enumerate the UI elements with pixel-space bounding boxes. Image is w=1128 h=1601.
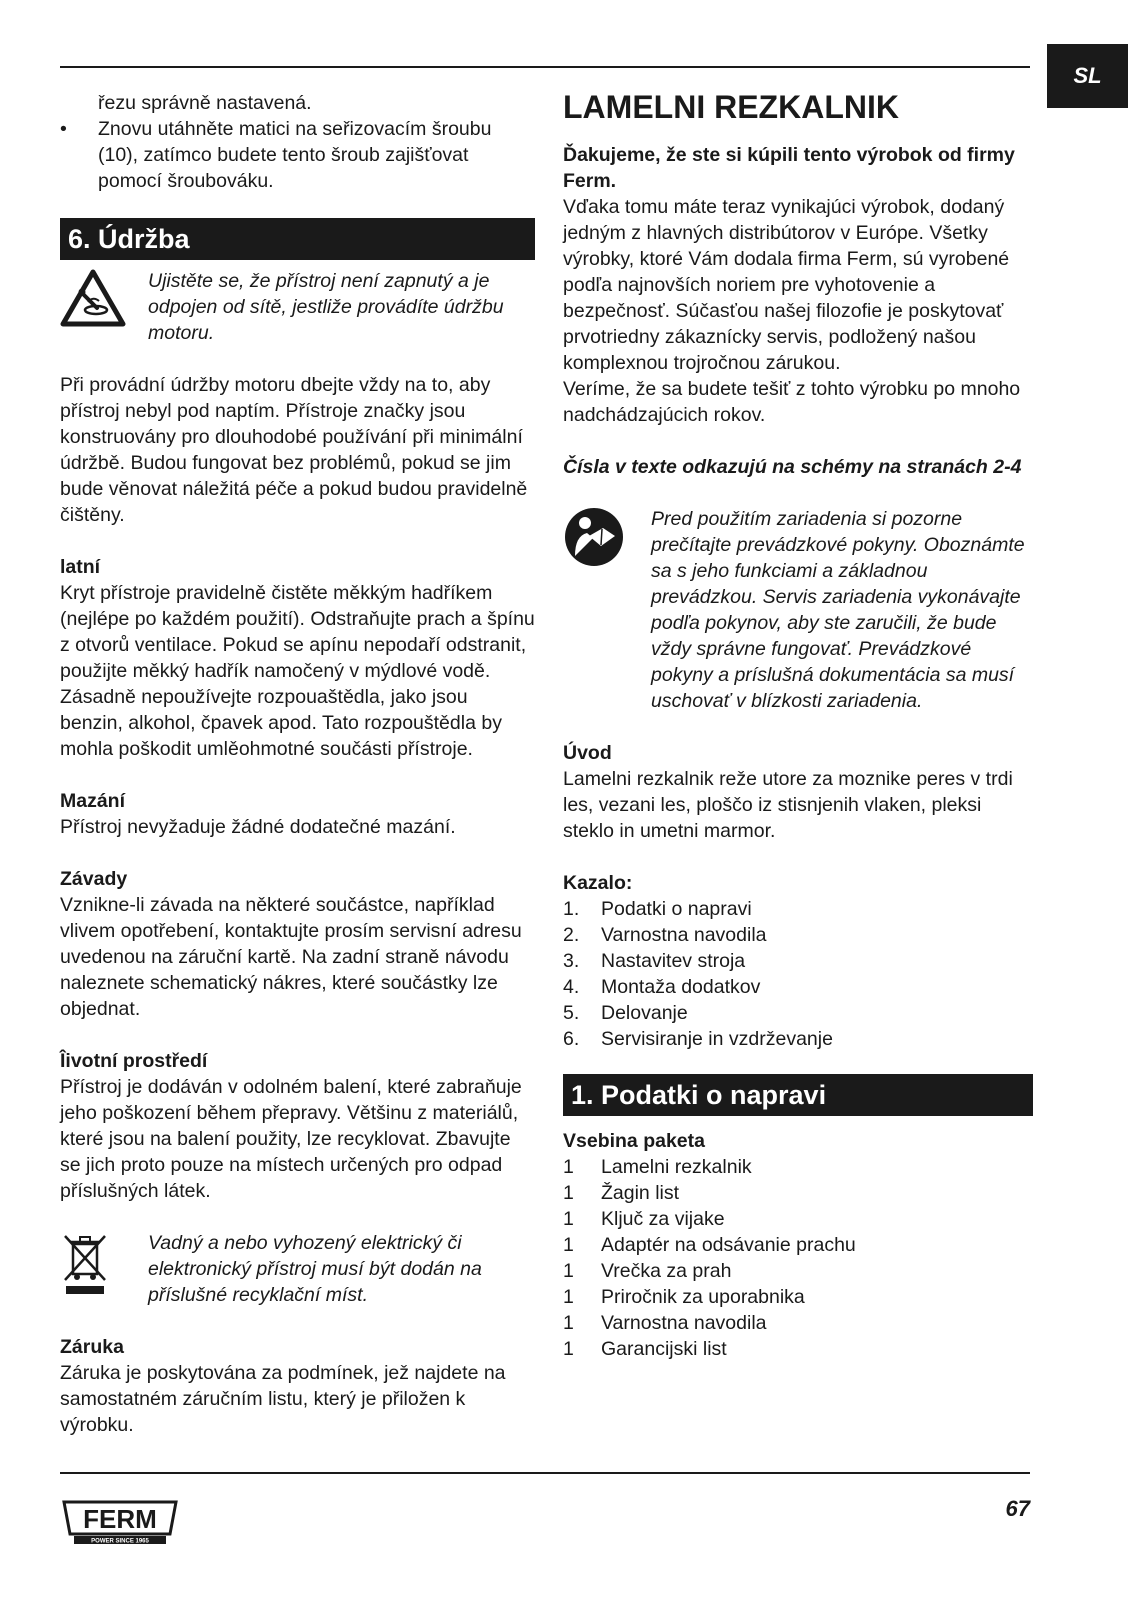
package-heading: Vsebina paketa bbox=[563, 1130, 705, 1152]
environment-heading: Îivotní prostředí bbox=[60, 1050, 208, 1072]
section-heading-device-info: 1. Podatki o napravi bbox=[563, 1074, 1033, 1116]
warning-triangle-icon bbox=[60, 268, 148, 335]
crossed-bin-icon bbox=[60, 1230, 148, 1303]
lubrication-heading: Mazání bbox=[60, 790, 126, 812]
section-heading-maintenance: 6. Údržba bbox=[60, 218, 535, 260]
lubrication-paragraph: Přístroj nevyžaduje žádné dodatečné mazání. bbox=[60, 816, 456, 838]
bullet-mark: • bbox=[60, 118, 67, 140]
manual-text: Pred použitím zariadenia si pozorne prečítajte prevádzkové pokyny. Oboznámte sa s jeho funkciami a základnou prevádzkou. Servis zariadenia vykonávajte podľa pokynov, aby ste zaručili, že bude vždy správne fungovať. Prevádzkové pokyny a príslušná dokumentácia sa musí uschovať v blízkosti zariadenia. bbox=[651, 508, 1025, 712]
page-number: 67 bbox=[1005, 1496, 1030, 1521]
bullet-text: Znovu utáhněte matici na seřizovacím šroubu (10), zatímco budete tento šroub zajišťovat pomocí šroubováku. bbox=[98, 118, 492, 192]
svg-text:FERM: FERM bbox=[83, 1504, 157, 1534]
svg-text:POWER SINCE 1965: POWER SINCE 1965 bbox=[91, 1538, 149, 1544]
page-title: LAMELNI REZKALNIK bbox=[563, 89, 899, 125]
faults-paragraph: Vznikne-li závada na některé součástce, například vlivem opotřebení, kontaktujte prosím servisní adresu uvedenou na záruční kartě. Na zadní straně návodu naleznete schematický nákres, které součástky lze objednat. bbox=[60, 894, 522, 1020]
intro-paragraph: Lamelni rezkalnik reže utore za moznike peres v trdi les, vezani les, ploščo iz stisnjenih vlaken, pleksi steklo in umetni marmor. bbox=[563, 768, 1013, 842]
list-item: 6. Servisiranje in vzdrževanje bbox=[563, 1028, 833, 1050]
list-item: 4. Montaža dodatkov bbox=[563, 976, 761, 998]
warranty-heading: Záruka bbox=[60, 1336, 124, 1358]
list-item: 1 Garancijski list bbox=[563, 1338, 727, 1360]
thanks-paragraph-2: Veríme, že sa budete tešiť z tohto výrobku po mnoho nadchádzajúcich rokov. bbox=[563, 378, 1021, 426]
thanks-heading: Ďakujeme, že ste si kúpili tento výrobok od firmy Ferm. bbox=[563, 144, 1015, 192]
read-manual-icon bbox=[563, 506, 651, 575]
environment-paragraph: Přístroj je dodáván v odolném balení, které zabraňuje jeho poškození během přepravy. Většinu z materiálů, které jsou na balení použity, lze recyklovat. Zbavujte se jich proto pouze na místech určených pro odpad příslušných látek. bbox=[60, 1076, 522, 1202]
weee-note bbox=[60, 1230, 535, 1308]
list-item: 5. Delovanje bbox=[563, 1002, 688, 1024]
package-list bbox=[563, 1154, 1033, 1362]
reference-note: Čísla v texte odkazujú na schémy na stranách 2-4 bbox=[563, 456, 1022, 478]
top-rule bbox=[60, 66, 1030, 68]
list-item: 1 Adaptér na odsávanie prachu bbox=[563, 1234, 856, 1256]
language-tab: SL bbox=[1047, 44, 1128, 108]
cleaning-paragraph: Kryt přístroje pravidelně čistěte měkkým hadříkem (nejlépe po každém použití). Odstraňujte prach a špínu z otvorů ventilace. Pokud se apínu nepodaří odstranit, použijte měkký hadřík namočený v mýdlové vodě. Zásadně nepoužívejte rozpouaštědla, jako jsou benzin, alkohol, čpavek apod. Tato rozpouštědla by mohla poškodit umlěohmotné součásti přístroje. bbox=[60, 582, 535, 760]
list-item: 1 Lamelni rezkalnik bbox=[563, 1156, 752, 1178]
toc-list bbox=[563, 896, 1033, 1052]
ferm-logo bbox=[60, 1500, 180, 1549]
bullet-item bbox=[60, 116, 535, 194]
list-item: 2. Varnostna navodila bbox=[563, 924, 767, 946]
weee-text: Vadný a nebo vyhozený elektrický či elektronický přístroj musí být dodán na příslušné recyklační míst. bbox=[148, 1232, 482, 1306]
warranty-paragraph: Záruka je poskytována za podmínek, jež najdete na samostatném záručním listu, který je přiložen k výrobku. bbox=[60, 1362, 506, 1436]
toc-heading: Kazalo: bbox=[563, 872, 633, 894]
list-item: 1 Varnostna navodila bbox=[563, 1312, 767, 1334]
list-item: 1 Ključ za vijake bbox=[563, 1208, 725, 1230]
left-column bbox=[60, 90, 535, 1438]
intro-heading: Úvod bbox=[563, 742, 612, 764]
right-column bbox=[563, 90, 1033, 1362]
list-item: 1 Priročnik za uporabnika bbox=[563, 1286, 805, 1308]
list-item: 1. Podatki o napravi bbox=[563, 898, 752, 920]
manual-note bbox=[563, 506, 1033, 714]
warning-text: Ujistěte se, že přístroj není zapnutý a je odpojen od sítě, jestliže provádíte údržbu motoru. bbox=[148, 270, 504, 344]
list-item: 3. Nastavitev stroja bbox=[563, 950, 746, 972]
warning-note bbox=[60, 268, 535, 346]
bottom-rule bbox=[60, 1472, 1030, 1474]
list-item: 1 Vrečka za prah bbox=[563, 1260, 732, 1282]
intro-continuation: řezu správně nastavená. bbox=[98, 92, 312, 114]
list-item: 1 Žagin list bbox=[563, 1182, 680, 1204]
faults-heading: Závady bbox=[60, 868, 128, 890]
maintenance-paragraph: Při provádní údržby motoru dbejte vždy na to, aby přístroj nebyl pod naptím. Přístroje značky jsou konstruovány pro dlouhodobé používání při minimální údržbě. Budou fungovat bez problémů, pokud se jim bude věnovat náležitá péče a pokud budou pravidelně čištěny. bbox=[60, 374, 528, 526]
thanks-paragraph: Vďaka tomu máte teraz vynikajúci výrobok, dodaný jedným z hlavných distribútorov v Európe. Všetky výrobky, ktoré Vám dodala firma Ferm, sú vyrobené podľa najnovších noriem pre vyhotovenie a bezpečnosť. Súčasťou našej filozofie je poskytovať prvotriedny zákaznícky servis, podložený našou komplexnou trojročnou zárukou. bbox=[563, 196, 1010, 374]
cleaning-heading: latní bbox=[60, 556, 101, 578]
